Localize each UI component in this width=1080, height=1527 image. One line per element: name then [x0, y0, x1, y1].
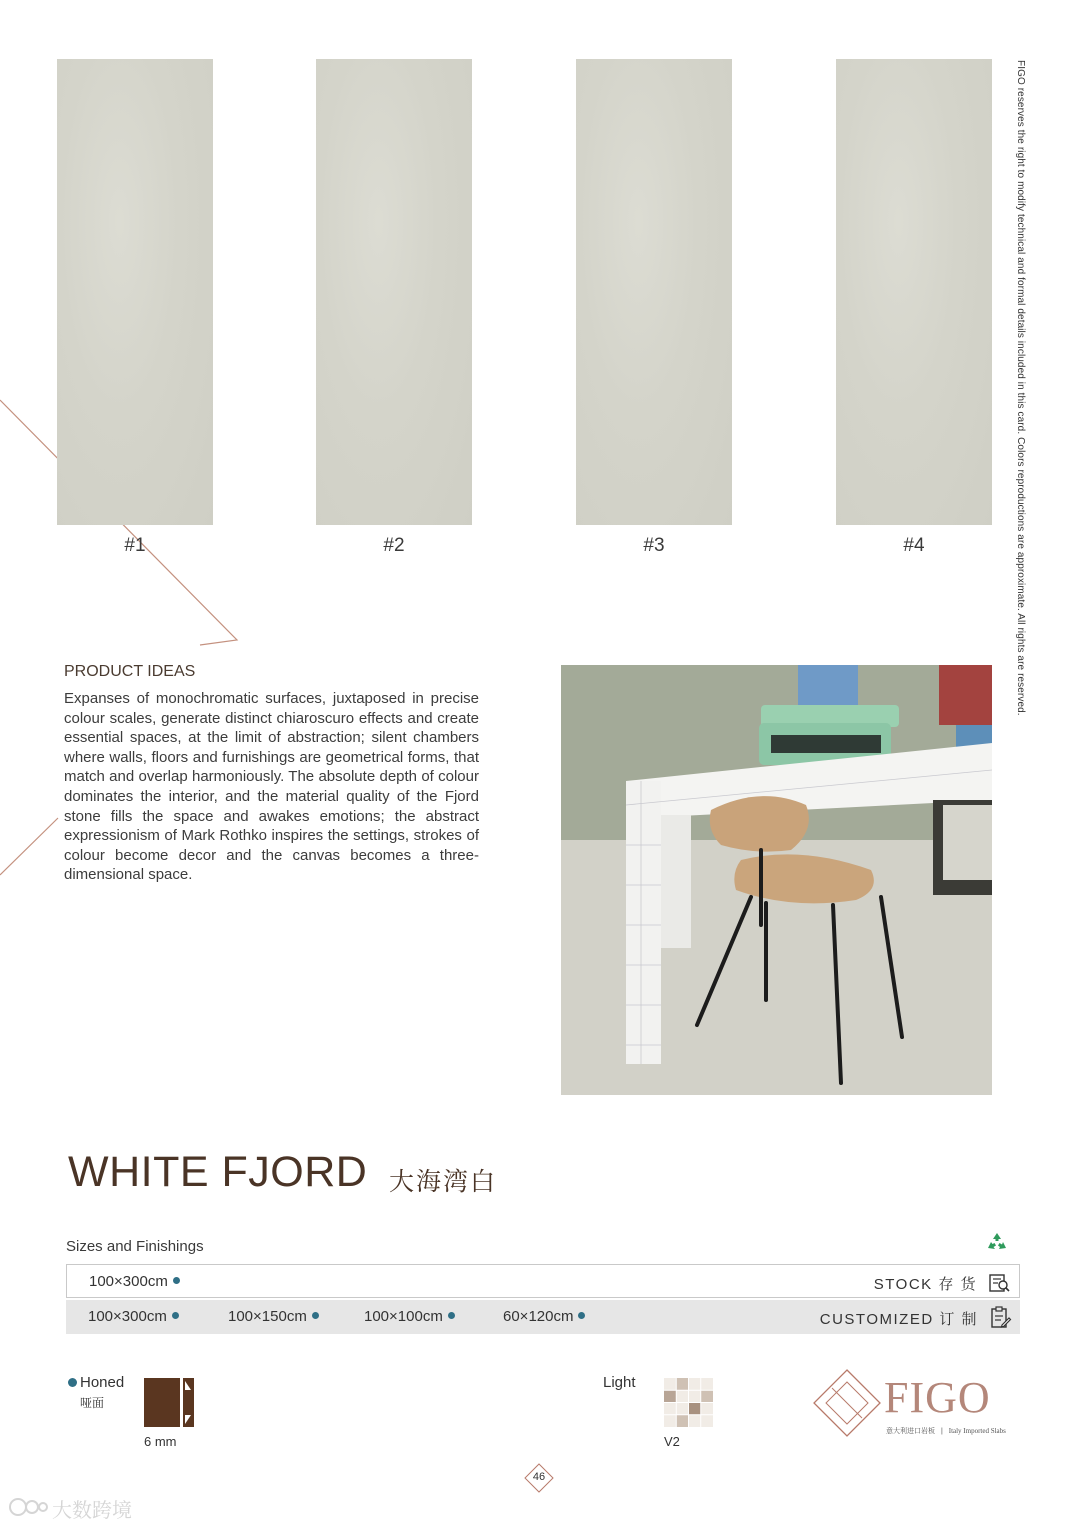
disclaimer-text: FIGO reserves the right to modify technical and formal details included in this card. Colors reproductions are approximate. All rights are reserved.: [1015, 60, 1026, 716]
tile-swatch-3: [576, 59, 732, 525]
custom-size-1: [88, 1308, 179, 1325]
figo-tagline: [886, 1426, 1006, 1436]
interior-photo: [561, 665, 992, 1095]
size-text: 60×120cm: [503, 1308, 574, 1325]
tagline-divider: |: [940, 1428, 943, 1435]
order-clipboard-icon: [988, 1305, 1012, 1329]
watermark-logo-icon: [8, 1496, 50, 1518]
tile-swatch-1: [57, 59, 213, 525]
finish-name-cn: 哑面: [80, 1396, 105, 1410]
variation-pattern-icon: [664, 1378, 713, 1427]
page-number-badge: [524, 1463, 554, 1493]
figo-wordmark: FIGO: [884, 1373, 991, 1422]
size-text: 100×300cm: [89, 1273, 168, 1290]
custom-size-4: [503, 1308, 585, 1325]
tile-label-4: #4: [903, 535, 925, 556]
product-name: WHITE FJORD: [68, 1148, 368, 1196]
watermark-text: 大数跨境: [52, 1500, 132, 1522]
stock-sizes-row: [66, 1264, 1020, 1298]
size-text: 100×300cm: [88, 1308, 167, 1325]
product-ideas-heading: PRODUCT IDEAS: [64, 663, 196, 680]
tagline-cn: 意大利进口岩板: [886, 1428, 935, 1435]
variation-code: V2: [664, 1434, 680, 1449]
figo-emblem-icon: [812, 1368, 882, 1438]
product-ideas-text: Expanses of monochromatic surfaces, juxtaposed in precise colour scales, generate distinct chiaroscuro effects and create essential spaces, at the limit of abstraction; silent chambers where walls, floors and furnishings are geometrical forms, that match and overlap harmoniously. The absolute depth of colour dominates the interior, and the material quality of the Fjord stone fills the space and awakes emotions; the abstract expressionism of Mark Rothko inspires the settings, strokes of colour become decor and the canvas becomes a three-dimensional space.: [64, 690, 479, 884]
tile-swatch-4: [836, 59, 992, 525]
custom-size-2: [228, 1308, 319, 1325]
page-number: 46: [532, 1471, 546, 1483]
stock-label: STOCK 存 货: [873, 1276, 977, 1293]
stock-warehouse-icon: [987, 1270, 1011, 1294]
disclaimer-vertical: [1008, 60, 1028, 740]
size-dot: [578, 1312, 585, 1319]
size-text: 100×150cm: [228, 1308, 307, 1325]
recycle-icon: [985, 1231, 1009, 1255]
thickness-icon: [144, 1378, 194, 1427]
tile-label-1: #1: [124, 535, 146, 556]
size-dot: [448, 1312, 455, 1319]
tile-label-2: #2: [383, 535, 405, 556]
variation-name: Light: [603, 1374, 636, 1391]
sizes-heading: Sizes and Finishings: [66, 1238, 204, 1255]
size-dot: [172, 1312, 179, 1319]
finish-name: Honed: [80, 1374, 125, 1391]
customized-sizes-row: [66, 1300, 1020, 1334]
tile-swatch-2: [316, 59, 472, 525]
tile-label-3: #3: [643, 535, 665, 556]
size-text: 100×100cm: [364, 1308, 443, 1325]
stock-size-1: [89, 1273, 180, 1290]
product-name-cn: 大海湾白: [389, 1168, 498, 1196]
size-dot: [312, 1312, 319, 1319]
finish-dot: [68, 1378, 77, 1387]
figo-logo: [812, 1368, 1022, 1440]
custom-size-3: [364, 1308, 455, 1325]
tagline-en: Italy Imported Slabs: [948, 1427, 1006, 1435]
thickness-label: 6 mm: [144, 1434, 177, 1449]
size-dot: [173, 1277, 180, 1284]
customized-label: CUSTOMIZED 订 制: [819, 1311, 978, 1328]
